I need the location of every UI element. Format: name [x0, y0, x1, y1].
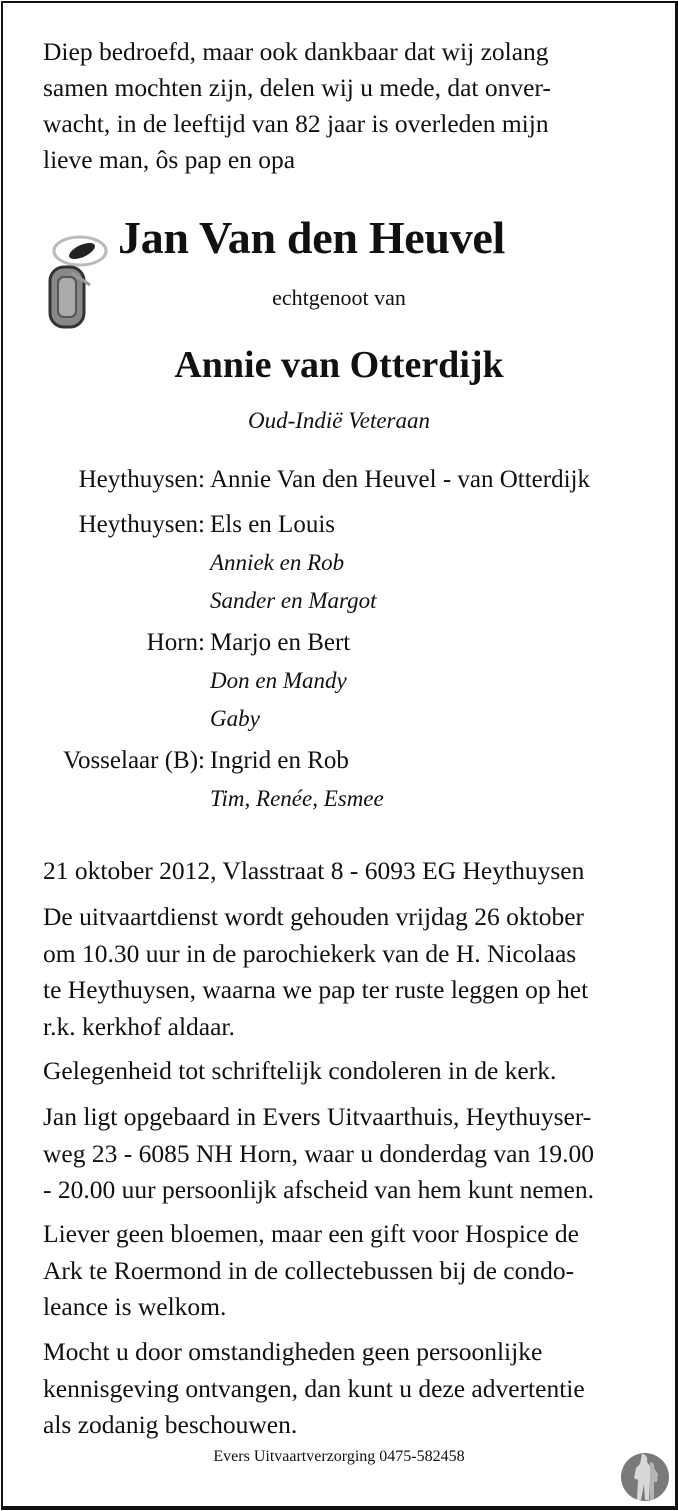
paragraph-line: Jan ligt opgebaard in Evers Uitvaarthuis, Heythuyser-	[43, 1102, 592, 1131]
viewing-paragraph	[43, 1099, 594, 1209]
family-name: Ingrid en Rob	[210, 747, 349, 774]
paragraph-line: kennisgeving ontvangen, dan kunt u deze advertentie	[43, 1373, 585, 1403]
address-line: 21 oktober 2012, Vlasstraat 8 - 6093 EG Heythuysen	[43, 856, 585, 885]
funeral-paragraph	[43, 899, 588, 1045]
family-place: Heythuysen:	[78, 466, 205, 493]
family-row	[3, 629, 675, 665]
family-name: Don en Mandy	[210, 668, 347, 693]
undertaker-credit: Evers Uitvaartverzorging 0475-582458	[213, 1448, 465, 1465]
family-name: Anniek en Rob	[210, 550, 345, 575]
notice-paragraph	[43, 1334, 585, 1444]
paragraph-line: Gelegenheid tot schriftelijk condoleren in de kerk.	[43, 1056, 557, 1085]
family-place: Horn:	[146, 629, 205, 656]
veteran-title: Oud-Indië Veteraan	[247, 408, 431, 433]
family-row	[3, 747, 675, 783]
spouse-name: Annie van Otterdijk	[174, 344, 504, 386]
paragraph-line: - 20.00 uur persoonlijk afscheid van hem kunt nemen.	[43, 1175, 594, 1204]
paragraph-line: Ark te Roermond in de collectebussen bij de condo-	[43, 1255, 575, 1285]
donation-paragraph	[43, 1216, 579, 1326]
intro-line: wacht, in de leeftijd van 82 jaar is overleden mijn	[43, 109, 549, 138]
condolence-paragraph	[43, 1053, 556, 1090]
family-name: Gaby	[210, 706, 260, 731]
family-name: Tim, Renée, Esmee	[210, 786, 384, 811]
family-name: Sander en Margot	[210, 588, 377, 613]
family-row	[3, 786, 675, 822]
family-name: Marjo en Bert	[210, 629, 351, 656]
family-row	[3, 511, 675, 547]
obituary-notice	[1, 1, 678, 1510]
intro-line: lieve man, ôs pap en opa	[43, 145, 296, 174]
paragraph-line: Liever geen bloemen, maar een gift voor Hospice de	[43, 1219, 579, 1248]
paragraph-line: Mocht u door omstandigheden geen persoonlijke	[43, 1337, 543, 1366]
paragraph-line: leance is welkom.	[43, 1292, 227, 1321]
deceased-name: Jan Van den Heuvel	[118, 212, 505, 263]
intro-line: samen mochten zijn, delen wij u mede, dat onver-	[43, 73, 551, 102]
paragraph-line: als zodanig beschouwen.	[43, 1410, 298, 1439]
paragraph-line: r.k. kerkhof aldaar.	[43, 1011, 235, 1041]
family-row	[3, 706, 675, 742]
family-place: Vosselaar (B):	[63, 747, 205, 774]
paragraph-line: De uitvaartdienst wordt gehouden vrijdag 26 oktober	[43, 902, 585, 931]
intro-text	[43, 34, 551, 178]
family-row	[3, 588, 675, 624]
paragraph-line: om 10.30 uur in de parochiekerk van de H. Nicolaas	[43, 938, 577, 968]
family-name: Annie Van den Heuvel - van Otterdijk	[210, 466, 590, 493]
family-name: Els en Louis	[210, 511, 335, 538]
family-place: Heythuysen:	[78, 511, 205, 538]
paragraph-line: te Heythuysen, waarna we pap ter ruste leggen op het	[43, 975, 589, 1004]
family-row	[3, 466, 675, 502]
family-row	[3, 668, 675, 704]
family-row	[3, 550, 675, 586]
intro-line: Diep bedroefd, maar ook dankbaar dat wij zolang	[43, 37, 549, 66]
paragraph-line: weg 23 - 6085 NH Horn, waar u donderdag van 19.00	[43, 1138, 594, 1168]
undertaker-logo-icon	[620, 1452, 670, 1502]
spouse-label: echtgenoot van	[272, 285, 406, 310]
tuba-icon	[44, 229, 110, 333]
